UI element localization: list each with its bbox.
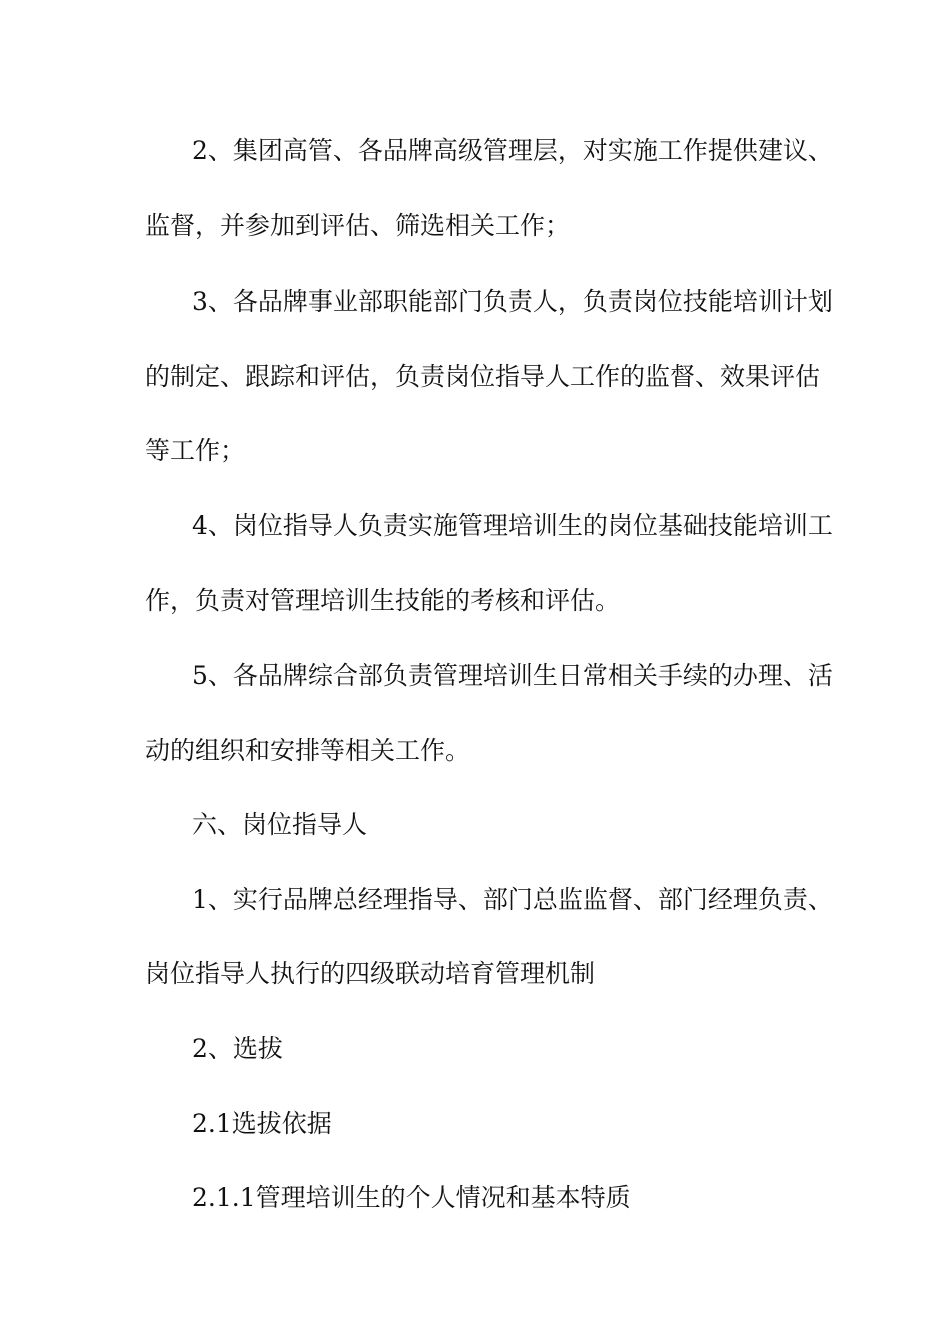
subsection-heading: 2、选拔 [192, 1034, 283, 1063]
paragraph-line: 5、各品牌综合部负责管理培训生日常相关手续的办理、活 [192, 661, 833, 690]
paragraph-line: 4、岗位指导人负责实施管理培训生的岗位基础技能培训工 [192, 511, 833, 540]
paragraph-line: 2、集团高管、各品牌高级管理层，对实施工作提供建议、 [192, 136, 833, 165]
paragraph-line: 作，负责对管理培训生技能的考核和评估。 [145, 586, 621, 615]
paragraph-line: 监督，并参加到评估、筛选相关工作； [145, 211, 571, 240]
subsection-heading: 2.1.1管理培训生的个人情况和基本特质 [192, 1183, 631, 1212]
paragraph-line: 动的组织和安排等相关工作。 [145, 736, 471, 765]
paragraph-line: 3、各品牌事业部职能部门负责人，负责岗位技能培训计划 [192, 287, 833, 316]
section-heading: 六、岗位指导人 [192, 810, 368, 839]
paragraph-line: 的制定、跟踪和评估，负责岗位指导人工作的监督、效果评估 [145, 362, 821, 391]
paragraph-line: 岗位指导人执行的四级联动培育管理机制 [145, 959, 596, 988]
subsection-heading: 2.1选拔依据 [192, 1109, 332, 1138]
paragraph-line: 等工作； [145, 436, 246, 465]
paragraph-line: 1、实行品牌总经理指导、部门总监监督、部门经理负责、 [192, 885, 833, 914]
